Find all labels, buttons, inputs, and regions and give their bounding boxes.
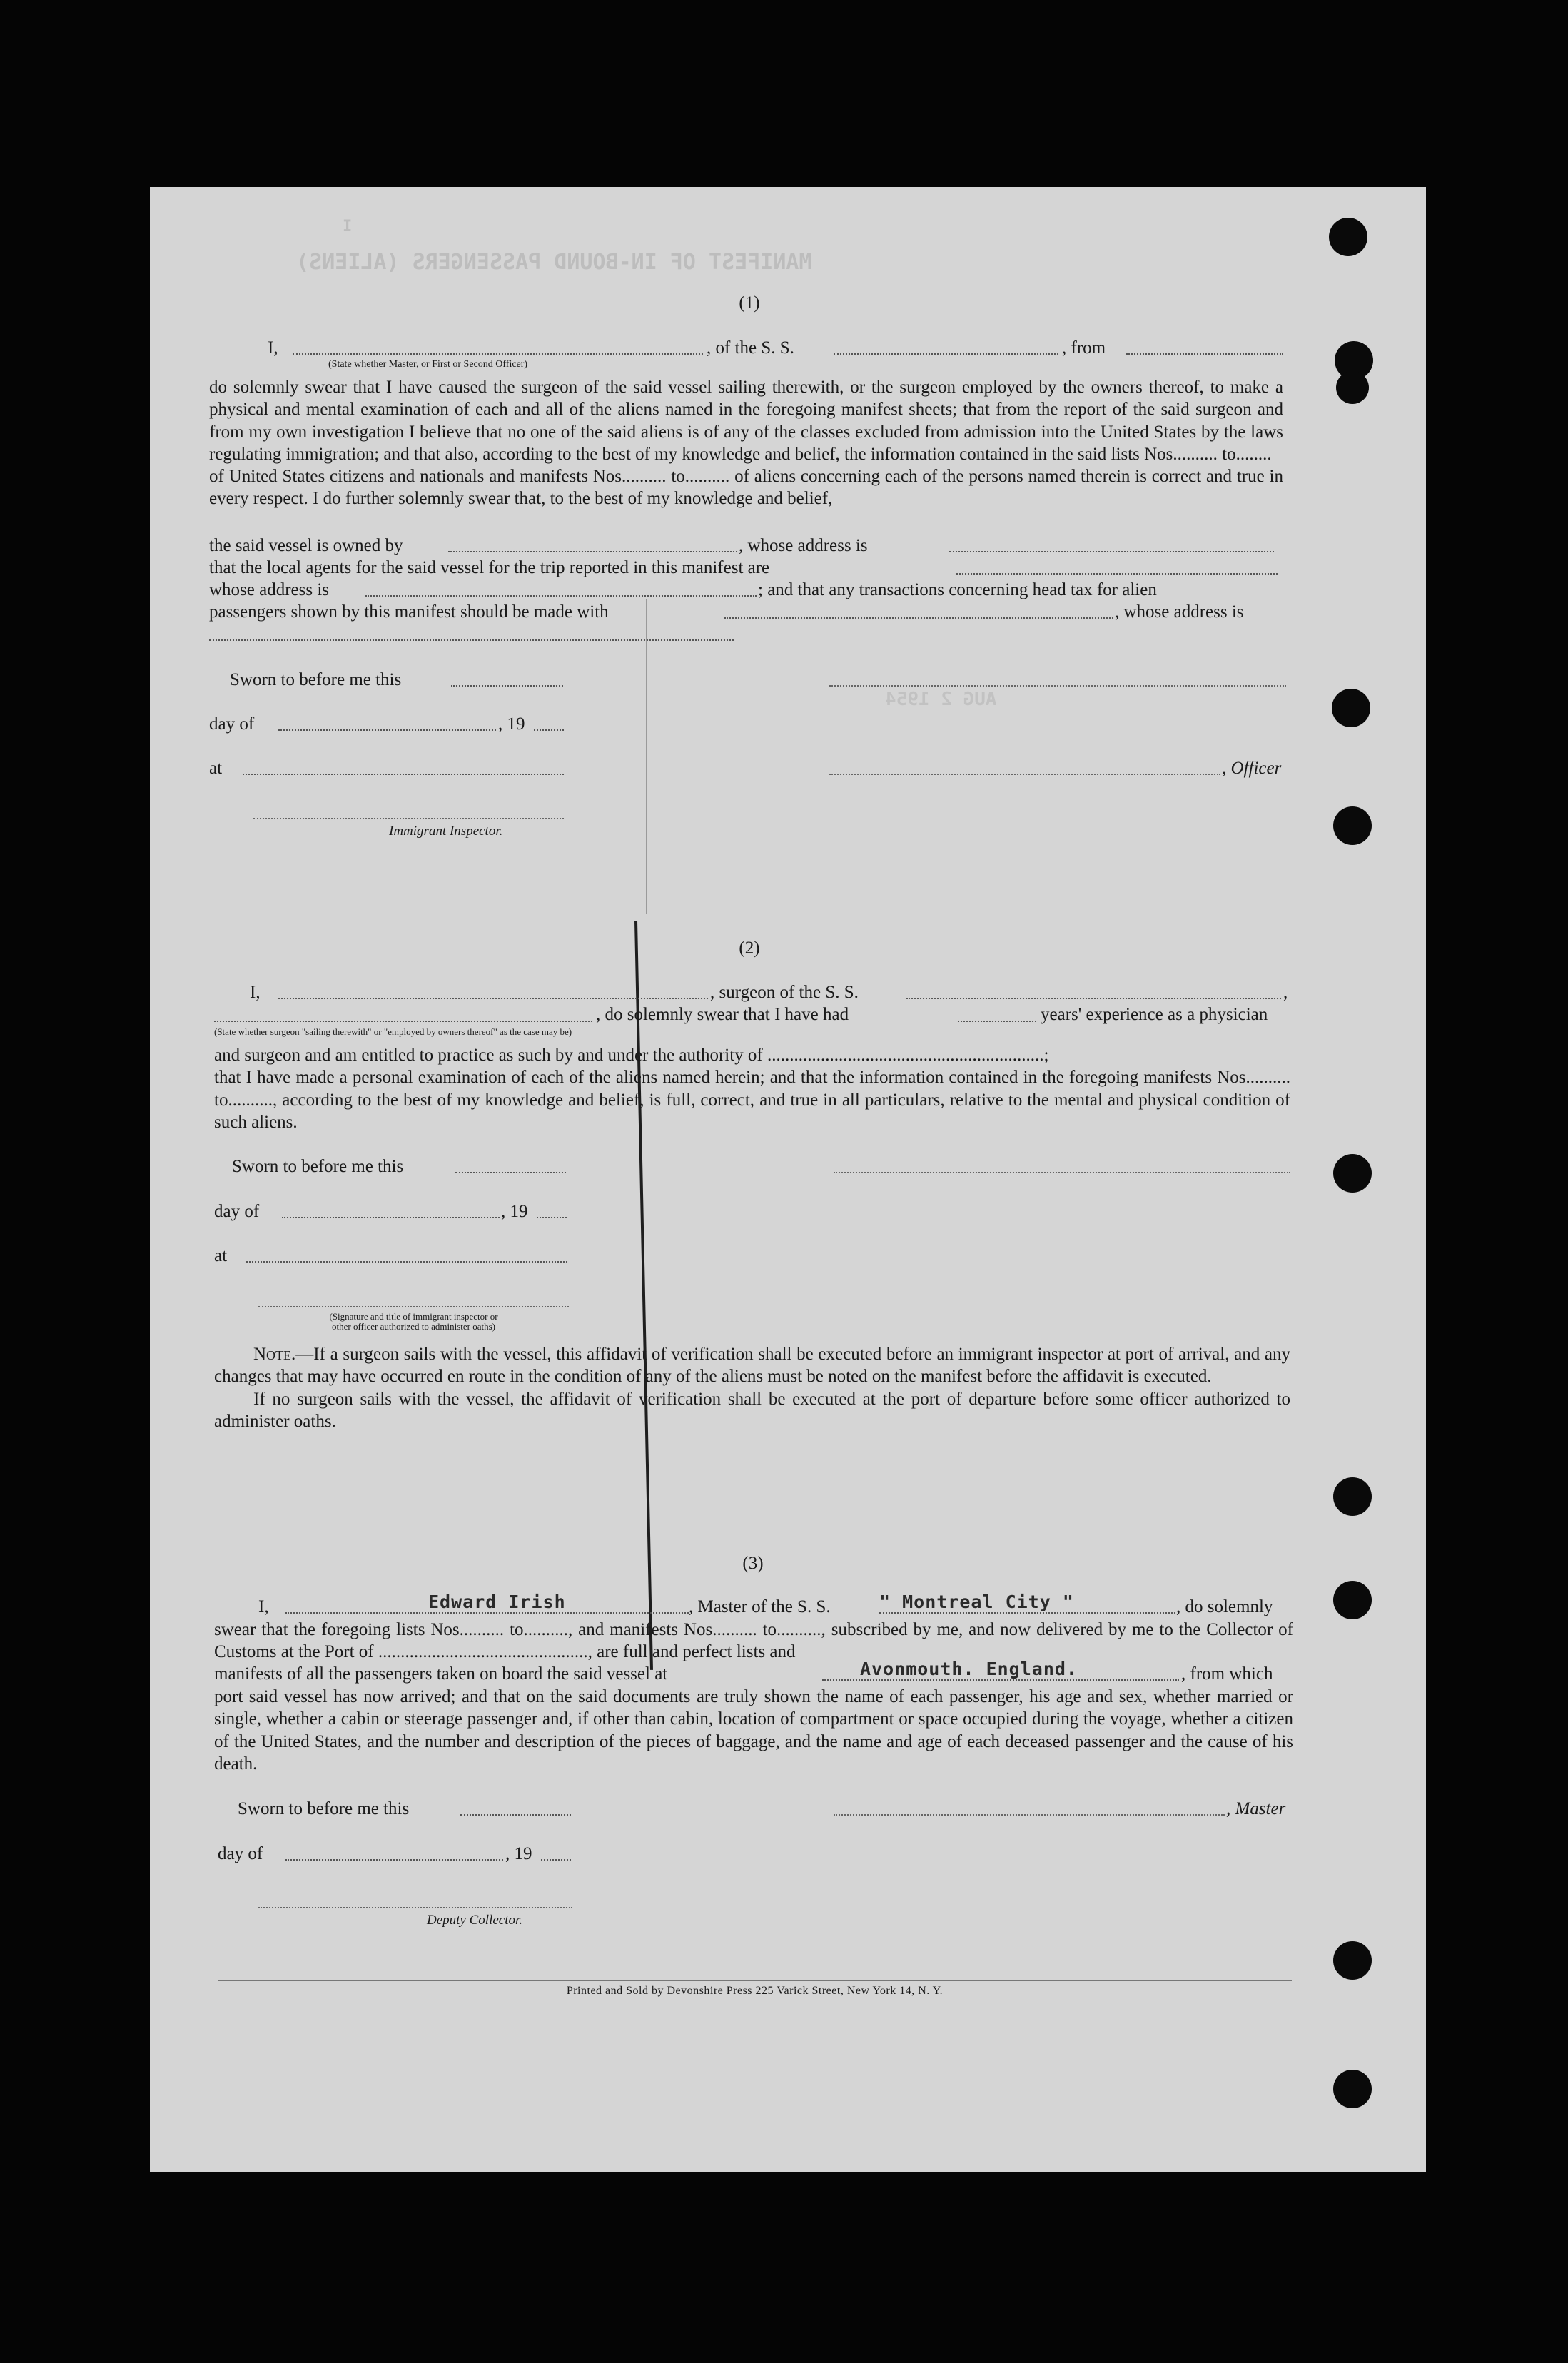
s2-note-1-text: —If a surgeon sails with the vessel, this affidavit of verification shall be executed before an immigrant inspector at port of arrival, and any changes that may have occurred en route in the condition of any of the aliens must be noted on the manifest before the affidavit is executed. xyxy=(214,1345,1290,1387)
s3-year: , 19 xyxy=(505,1844,532,1863)
s2-year: , 19 xyxy=(501,1202,528,1221)
bleed-through-stamp: AUG 2 1954 xyxy=(885,689,997,710)
s3-day-of: day of xyxy=(218,1844,263,1863)
bleed-through-title: MANIFEST OF IN-BOUND PASSENGERS (ALIENS) xyxy=(296,250,812,275)
s1-sworn: Sworn to before me this xyxy=(230,670,402,689)
bleed-through-form-no: I xyxy=(343,218,353,236)
s1-owner-address-field[interactable] xyxy=(949,551,1274,552)
s1-head-tax-party-field[interactable] xyxy=(724,617,1113,619)
s2-surgeon-note: (State whether surgeon "sailing therewith" or "employed by owners thereof" as the case may be) xyxy=(214,1026,572,1037)
s1-officer-note: (State whether Master, or First or Second Officer) xyxy=(328,359,528,370)
s2-years-field[interactable] xyxy=(958,1021,1036,1022)
s1-para-2: of United States citizens and nationals and manifests Nos.......... to.......... of aliens concerning each of the persons named therein is correct and true in every respect. I do further solemnly swear that, to the best of my knowledge and belief, xyxy=(209,467,1283,509)
s1-from-field[interactable] xyxy=(1126,353,1283,355)
s3-day-field[interactable] xyxy=(285,1859,503,1861)
s1-sworn-field[interactable] xyxy=(451,685,563,687)
s3-manifests-line: manifests of all the passengers taken on board the said vessel at xyxy=(214,1664,668,1684)
punch-hole xyxy=(1336,371,1369,404)
section-1-paragraph xyxy=(209,376,1283,510)
s2-note-label: Note. xyxy=(253,1345,296,1364)
s3-sworn-field[interactable] xyxy=(460,1814,571,1816)
s1-agents-addr: whose address is xyxy=(209,580,330,599)
s1-day-field[interactable] xyxy=(278,729,496,731)
s3-collector-signature-line[interactable] xyxy=(258,1907,572,1908)
s3-para-a: swear that the foregoing lists Nos.......... to.........., and manifests Nos.......... to.........., subscribed by me, and now delivered by me to the Collector of Customs at the Port of ..............................................., are full and perfect lists and xyxy=(214,1620,1293,1662)
s1-from: , from xyxy=(1062,338,1106,358)
s3-master-of: , Master of the S. S. xyxy=(689,1597,831,1616)
s1-head-tax: ; and that any transactions concerning head tax for alien xyxy=(758,580,1157,599)
s3-para-b: port said vessel has now arrived; and that on the said documents are truly shown the name of each passenger, his age and sex, whether married or single, whether a cabin or steerage passenger and, if other than cabin, location of compartment or space occupied during the voyage, whether a citizen of the United States, and the number and description of the pieces of baggage, and the name and age of each deceased passenger and the cause of his death. xyxy=(214,1687,1293,1773)
s2-swear: , do solemnly swear that I have had xyxy=(596,1005,849,1024)
s2-inspector-signature-line[interactable] xyxy=(258,1306,569,1307)
s1-officer-signature-line[interactable] xyxy=(829,774,1220,775)
s2-ship-field[interactable] xyxy=(906,998,1281,999)
s3-ship-name: " Montreal City " xyxy=(879,1592,1074,1612)
s1-day-of: day of xyxy=(209,714,255,734)
s3-i: I, xyxy=(258,1597,269,1616)
punch-hole xyxy=(1333,1154,1372,1193)
s2-sig-note-2: other officer authorized to administer oaths) xyxy=(332,1321,495,1332)
section-1-number: (1) xyxy=(739,293,760,313)
s2-years: years' experience as a physician xyxy=(1041,1005,1268,1024)
s2-at-field[interactable] xyxy=(246,1261,567,1263)
s3-deputy-label: Deputy Collector. xyxy=(427,1913,523,1928)
s1-head-tax-address-field[interactable] xyxy=(209,639,734,641)
s1-officer-label: , Officer xyxy=(1222,759,1282,778)
punch-hole xyxy=(1333,2070,1372,2108)
punch-hole xyxy=(1333,1941,1372,1980)
s1-ship-field[interactable] xyxy=(834,353,1058,355)
s2-sworn-field[interactable] xyxy=(455,1172,566,1173)
s1-at: at xyxy=(209,759,223,778)
s1-inspector-signature-line[interactable] xyxy=(253,818,564,819)
s2-name-field[interactable] xyxy=(278,998,708,999)
s3-sworn: Sworn to before me this xyxy=(238,1799,410,1818)
s1-i: I, xyxy=(268,338,278,358)
s1-agents: that the local agents for the said vessel for the trip reported in this manifest are xyxy=(209,558,770,577)
s1-agents-address-field[interactable] xyxy=(365,595,757,597)
s1-inspector-label: Immigrant Inspector. xyxy=(389,824,503,839)
s3-paragraph-b xyxy=(214,1686,1293,1775)
s1-owned-by: the said vessel is owned by xyxy=(209,536,403,555)
s1-at-field[interactable] xyxy=(243,774,564,775)
s1-passengers-addr: , whose address is xyxy=(1115,602,1244,622)
s1-name-field[interactable] xyxy=(293,353,703,355)
s1-owner-field[interactable] xyxy=(448,551,737,552)
section-3-number: (3) xyxy=(742,1554,764,1573)
s2-year-field[interactable] xyxy=(537,1217,567,1218)
punch-hole xyxy=(1332,689,1370,727)
s1-passengers-line: passengers shown by this manifest should be made with xyxy=(209,602,609,622)
s3-year-field[interactable] xyxy=(541,1859,571,1861)
s3-master-label: , Master xyxy=(1226,1799,1286,1818)
s1-year: , 19 xyxy=(498,714,525,734)
s2-day-field[interactable] xyxy=(282,1217,500,1218)
printer-imprint: Printed and Sold by Devonshire Press 225 Varick Street, New York 14, N. Y. xyxy=(566,1985,944,1997)
s2-note-2: If no surgeon sails with the vessel, the affidavit of verification shall be executed at the port of departure before some officer authorized to administer oaths. xyxy=(214,1389,1290,1431)
s3-port: Avonmouth. England. xyxy=(860,1659,1078,1679)
section-2-paragraph xyxy=(214,1044,1290,1133)
punch-hole xyxy=(1329,218,1367,256)
footer-rule xyxy=(218,1980,1292,1981)
s2-note-1 xyxy=(214,1343,1290,1388)
s2-day-of: day of xyxy=(214,1202,260,1221)
s3-solemnly: , do solemnly xyxy=(1176,1597,1273,1616)
s2-i: I, xyxy=(250,983,261,1002)
s1-owned-addr: , whose address is xyxy=(739,536,868,555)
s3-from-which: , from which xyxy=(1181,1664,1273,1684)
punch-hole xyxy=(1333,1581,1372,1619)
s2-sworn: Sworn to before me this xyxy=(232,1157,404,1176)
s1-year-field[interactable] xyxy=(534,729,564,731)
punch-hole xyxy=(1333,806,1372,845)
s3-paragraph-a xyxy=(214,1619,1293,1664)
s2-comma: , xyxy=(1283,983,1288,1002)
section-2-note xyxy=(214,1343,1290,1432)
s2-surgeon-of: , surgeon of the S. S. xyxy=(710,983,859,1002)
s2-surgeon-type-field[interactable] xyxy=(214,1021,592,1022)
s1-agents-field[interactable] xyxy=(956,573,1278,575)
s2-at: at xyxy=(214,1246,228,1265)
s1-of-ss: , of the S. S. xyxy=(707,338,794,358)
s3-master-signature-line[interactable] xyxy=(834,1814,1225,1816)
s2-signature-line[interactable] xyxy=(834,1172,1290,1173)
s1-signature-line[interactable] xyxy=(829,685,1286,687)
s2-sig-note-1: (Signature and title of immigrant inspector or xyxy=(329,1311,498,1322)
s2-para-2: that I have made a personal examination of each of the aliens named herein; and that the information contained in the foregoing manifests Nos.......... to.........., according to the best of my knowledge and belief, is full, correct, and true in all particulars, relative to the mental and physical condition of such aliens. xyxy=(214,1068,1290,1132)
punch-hole xyxy=(1333,1477,1372,1516)
s2-para-1: and surgeon and am entitled to practice as such by and under the authority of ..............................................................; xyxy=(214,1046,1049,1065)
section-2-number: (2) xyxy=(739,938,760,958)
fold-crease-faint xyxy=(646,599,647,914)
s1-para-1: do solemnly swear that I have caused the surgeon of the said vessel sailing therewith, or the surgeon employed by the owners thereof, to make a physical and mental examination of each and all of the aliens named in the foregoing manifest sheets; that from the report of the said surgeon and from my own investigation I believe that no one of the said aliens is of any of the classes excluded from admission into the United States by the laws regulating immigration; and that also, according to the best of my knowledge and belief, the information contained in the said lists Nos.......... to........ xyxy=(209,378,1283,464)
s3-master-name: Edward Irish xyxy=(428,1592,566,1612)
